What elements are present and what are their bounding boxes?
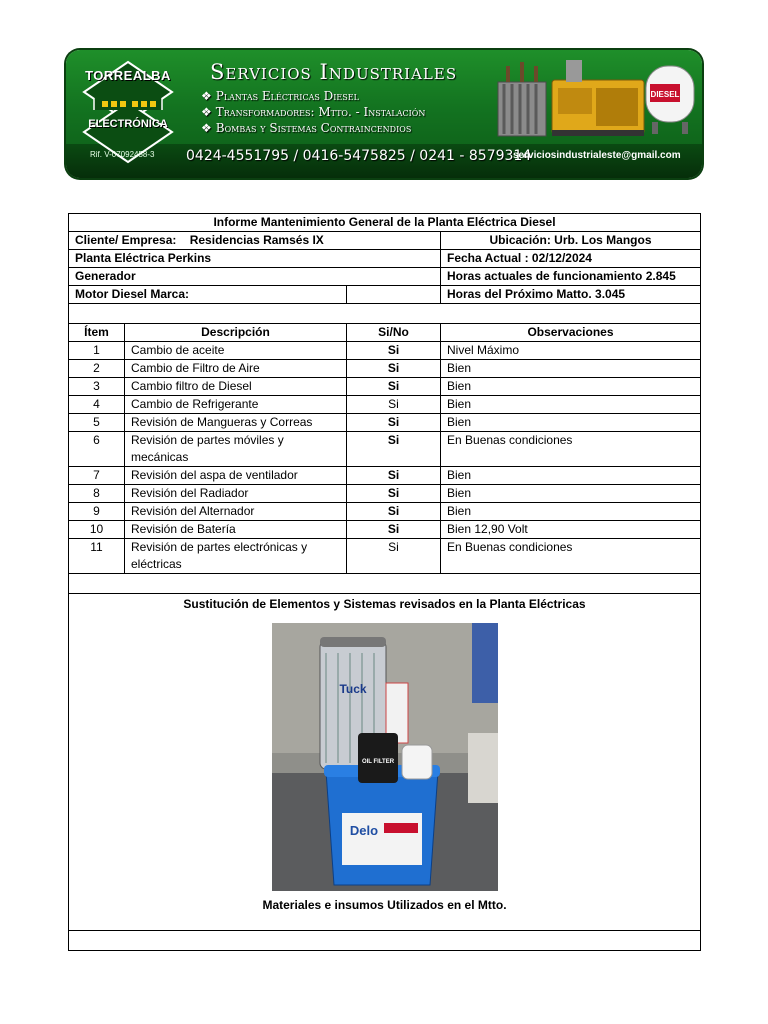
item-observation: En Buenas condiciones: [441, 432, 701, 467]
logo-bottom-text: ELECTRÓNICA: [88, 118, 168, 130]
column-header-row: [69, 324, 701, 342]
photo-section-title: Sustitución de Elementos y Sistemas revisados en la Planta Eléctricas: [183, 597, 586, 611]
item-observation: Bien: [441, 414, 701, 432]
engine-value-cell: [347, 286, 441, 304]
engine-row: [69, 286, 701, 304]
spacer-cell: [69, 931, 701, 951]
item-sino: Si: [347, 432, 441, 467]
item-sino: Si: [347, 503, 441, 521]
client-row: [69, 232, 701, 250]
item-observation: Bien: [441, 485, 701, 503]
logo-top-text: TORREALBA: [85, 68, 171, 83]
checklist-row: [69, 342, 701, 360]
column-header-sino: Si/No: [347, 324, 441, 342]
hours-next-cell: Horas del Próximo Matto. 3.045: [441, 286, 701, 304]
checklist-row: [69, 432, 701, 467]
item-sino: Si: [347, 521, 441, 539]
item-description: Revisión del aspa de ventilador: [125, 467, 347, 485]
checklist-row: [69, 396, 701, 414]
date-cell: Fecha Actual : 02/12/2024: [441, 250, 701, 268]
plant-row: [69, 250, 701, 268]
client-cell: [69, 232, 441, 250]
item-observation: Bien 12,90 Volt: [441, 521, 701, 539]
service-item: ❖ Transformadores: Mtto. - Instalación: [201, 105, 426, 119]
generator-row: [69, 268, 701, 286]
checklist-row: [69, 521, 701, 539]
column-header-observations: Observaciones: [441, 324, 701, 342]
company-banner: [66, 50, 702, 178]
item-description: Revisión de Mangueras y Correas: [125, 414, 347, 432]
client-label: Cliente/ Empresa:: [75, 233, 177, 247]
phone-numbers: 0424-4551795 / 0416-5475825 / 0241 - 8579314: [186, 148, 532, 164]
diamond-bullet-icon: ❖: [201, 89, 212, 103]
item-sino: Si: [347, 396, 441, 414]
photo-section: [69, 594, 701, 931]
item-number: 2: [69, 360, 125, 378]
checklist-row: [69, 414, 701, 432]
checklist-rows: [69, 342, 701, 574]
oil-filter-label: OIL FILTER: [361, 759, 394, 765]
tax-id: Rif. V-07092458-3: [90, 150, 155, 159]
hours-current-cell: Horas actuales de funcionamiento 2.845: [441, 268, 701, 286]
equipment-illustration: [496, 52, 698, 142]
item-observation: Bien: [441, 360, 701, 378]
photo-caption: Materiales e insumos Utilizados en el Mtto.: [262, 898, 507, 912]
service-item: ❖ Bombas y Sistemas Contraincendios: [201, 121, 412, 135]
checklist-row: [69, 503, 701, 521]
checklist-row: [69, 539, 701, 574]
item-sino: Si: [347, 360, 441, 378]
item-observation: Bien: [441, 467, 701, 485]
spacer-cell: [69, 304, 701, 324]
generator-cell: Generador: [69, 268, 441, 286]
item-observation: En Buenas condiciones: [441, 539, 701, 574]
plant-cell: Planta Eléctrica Perkins: [69, 250, 441, 268]
diesel-tank-icon: [646, 66, 694, 134]
item-observation: Bien: [441, 378, 701, 396]
location-cell: Ubicación: Urb. Los Mangos: [441, 232, 701, 250]
photo-row: [69, 594, 701, 931]
item-number: 1: [69, 342, 125, 360]
column-header-description: Descripción: [125, 324, 347, 342]
item-number: 10: [69, 521, 125, 539]
spacer-cell: [69, 574, 701, 594]
item-sino: Si: [347, 414, 441, 432]
engine-cell: Motor Diesel Marca:: [69, 286, 347, 304]
diamond-bullet-icon: ❖: [201, 121, 212, 135]
item-description: Revisión de partes electrónicas y eléctricas: [125, 539, 347, 574]
item-number: 9: [69, 503, 125, 521]
spacer-row: [69, 931, 701, 951]
item-sino: Si: [347, 378, 441, 396]
item-number: 4: [69, 396, 125, 414]
transformer-icon: [498, 62, 546, 136]
item-description: Cambio de Filtro de Aire: [125, 360, 347, 378]
checklist-row: [69, 467, 701, 485]
item-sino: Si: [347, 342, 441, 360]
item-description: Cambio de aceite: [125, 342, 347, 360]
service-item: ❖ Plantas Eléctricas Diesel: [201, 89, 359, 103]
services-list: [201, 88, 425, 136]
item-sino: Si: [347, 539, 441, 574]
contact-email: serviciosindustrialeste@gmail.com: [513, 150, 681, 161]
item-observation: Bien: [441, 396, 701, 414]
item-description: Cambio filtro de Diesel: [125, 378, 347, 396]
item-description: Revisión de Batería: [125, 521, 347, 539]
report-title-row: [69, 214, 701, 232]
item-observation: Nivel Máximo: [441, 342, 701, 360]
checklist-row: [69, 378, 701, 396]
item-number: 11: [69, 539, 125, 574]
spacer-row: [69, 304, 701, 324]
item-sino: Si: [347, 467, 441, 485]
column-header-item: Ítem: [69, 324, 125, 342]
generator-icon: [552, 60, 644, 136]
filter-brand-label: Tuck: [338, 682, 367, 696]
diamond-bullet-icon: ❖: [201, 105, 212, 119]
maintenance-report-table: [68, 213, 701, 951]
item-number: 6: [69, 432, 125, 467]
item-number: 3: [69, 378, 125, 396]
item-description: Revisión del Radiador: [125, 485, 347, 503]
spacer-row: [69, 574, 701, 594]
bucket-brand-label: Delo: [349, 823, 378, 838]
oil-filter-icon: [358, 733, 398, 783]
item-description: Revisión del Alternador: [125, 503, 347, 521]
item-description: Cambio de Refrigerante: [125, 396, 347, 414]
client-value: Residencias Ramsés IX: [189, 233, 324, 247]
item-description: Revisión de partes móviles y mecánicas: [125, 432, 347, 467]
item-number: 5: [69, 414, 125, 432]
report-title: Informe Mantenimiento General de la Planta Eléctrica Diesel: [69, 214, 701, 232]
checklist-row: [69, 485, 701, 503]
banner-title: Servicios Industriales: [210, 60, 458, 84]
checklist-row: [69, 360, 701, 378]
item-observation: Bien: [441, 503, 701, 521]
item-sino: Si: [347, 485, 441, 503]
tank-label: DIESEL: [650, 90, 680, 99]
fuel-filter-icon: [402, 745, 432, 779]
item-number: 8: [69, 485, 125, 503]
item-number: 7: [69, 467, 125, 485]
materials-photo: [272, 623, 498, 891]
